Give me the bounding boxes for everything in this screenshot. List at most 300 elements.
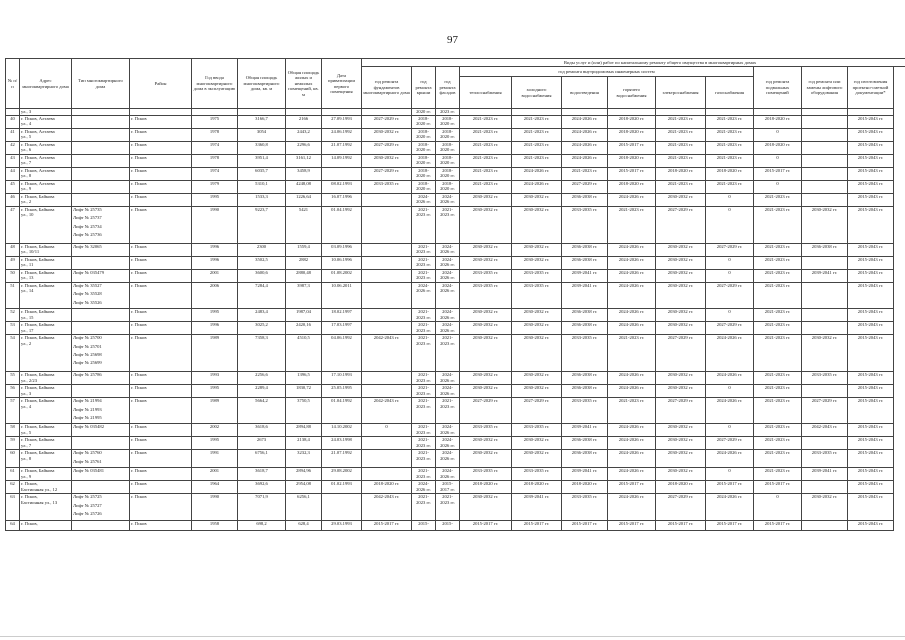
- cell-facade: [436, 450, 460, 468]
- cell-roof-line: 2021-: [418, 270, 429, 275]
- cell-address-line: ул., 2: [21, 199, 32, 205]
- cell-year-built: 1996: [192, 244, 238, 257]
- cell-elevator: 2036-2038 гг.: [802, 244, 848, 257]
- cell-roof-line: 2023 гг.: [416, 473, 431, 479]
- cell-facade-line: 2023 гг.: [440, 212, 455, 218]
- cell-gas: 2024-2026 гг.: [706, 372, 754, 385]
- cell-facade: [436, 481, 460, 494]
- cell-privatization-date: 29.08.2002: [322, 468, 362, 481]
- table-row: [6, 207, 905, 244]
- cell-elevator: [802, 155, 848, 168]
- cell-roof-line: 2021-: [418, 309, 429, 315]
- cell-roof: [412, 309, 436, 322]
- cell-roof-line: 2023 гг.: [416, 212, 431, 218]
- cell-type-line: Лифт № 25736: [73, 232, 102, 238]
- cell-facade-line: 2021-: [442, 207, 453, 212]
- cell-electric: 2030-2032 гг.: [656, 450, 706, 468]
- table-row: [6, 322, 905, 335]
- cell-district: г. Псков: [130, 398, 192, 424]
- cell-roof-line: 2023 гг.: [416, 429, 431, 435]
- cell-elevator: 2033-2035 гг.: [802, 372, 848, 385]
- cell-basement: 2021-2023 гг.: [754, 257, 802, 270]
- cell-basement: 2021-2023 гг.: [754, 437, 802, 450]
- cell-design-docs: 2015-2043 гг.: [848, 372, 894, 385]
- cell-gas: 2027-2029 гг.: [706, 437, 754, 450]
- cell-facade-line: 2018-: [442, 155, 453, 160]
- cell-facade: [436, 207, 460, 244]
- table-row: [6, 398, 905, 424]
- table-row: [6, 142, 905, 155]
- cell-address-line: г. Псков, Байкова: [21, 194, 55, 199]
- cell-total-area: 9223,7: [238, 207, 286, 244]
- cell-roof-line: 2023 гг.: [416, 340, 431, 346]
- cell-type: [72, 181, 130, 194]
- cell-address-line: ул., 14: [21, 288, 34, 294]
- continuation-address: ул., 3: [20, 109, 72, 116]
- cell-sewer: 2024-2026 гг.: [562, 129, 608, 142]
- cell-living-area: 1987,04: [286, 309, 322, 322]
- cell-electric: 2021-2023 гг.: [656, 142, 706, 155]
- cell-address-line: ул., 3: [21, 390, 32, 396]
- cell-facade-line: 2024-: [442, 437, 453, 443]
- cell-electric: 2030-2032 гг.: [656, 424, 706, 437]
- cell-address-line: ул., 5: [21, 134, 32, 140]
- cell-sewer: 2033-2035 гг.: [562, 494, 608, 520]
- cell-address: [20, 257, 72, 270]
- cell-address: [20, 270, 72, 283]
- cell-facade: [436, 437, 460, 450]
- cell-address: [20, 283, 72, 309]
- cell-roof-line: 2026 гг.: [416, 199, 431, 205]
- cell-total-area: 6035,7: [238, 168, 286, 181]
- cell-roof: [412, 244, 436, 257]
- cell-elevator: [802, 129, 848, 142]
- cell-living-area: 1559,4: [286, 244, 322, 257]
- cell-no: 46: [6, 194, 20, 207]
- cell-hot-water: 2015-2017 гг.: [608, 168, 656, 181]
- table-row: [6, 155, 905, 168]
- cell-sewer: 2021-2023 гг.: [562, 168, 608, 181]
- cell-design-docs: 2015-2043 гг.: [848, 520, 894, 530]
- cell-privatization-date: 10.06.2011: [322, 283, 362, 309]
- cell-roof-line: 2021-: [418, 244, 429, 249]
- cell-elevator: [802, 194, 848, 207]
- cell-address-line: г. Псков, Байкова: [21, 385, 55, 391]
- cell-cold-water: 2030-2032 гг.: [512, 322, 562, 335]
- cell-address: [20, 481, 72, 494]
- cell-living-area: 6256,1: [286, 494, 322, 520]
- cell-year-built: 2002: [192, 424, 238, 437]
- cell-roof-line: 2021-: [418, 424, 429, 430]
- cell-roof: [412, 335, 436, 372]
- cell-elevator: 2030-2032 гг.: [802, 207, 848, 244]
- header-no: № п/п: [6, 59, 20, 109]
- cell-facade-line: 2020 гг.: [440, 147, 455, 153]
- cell-facade-line: 2015-: [442, 520, 453, 526]
- cell-foundation: [362, 450, 412, 468]
- cell-address-line: ул., 8: [21, 455, 32, 461]
- cell-sewer: 2018-2020 гг.: [562, 481, 608, 494]
- cell-address-line: г. Псков, Байкова: [21, 207, 55, 212]
- cell-foundation: 2030-2032 гг.: [362, 155, 412, 168]
- cell-living-area: 4248,08: [286, 181, 322, 194]
- cell-privatization-date: 24.06.1992: [322, 129, 362, 142]
- cell-basement: 2021-2023 гг.: [754, 244, 802, 257]
- table-row: [6, 437, 905, 450]
- cell-design-docs: 2015-2043 гг.: [848, 142, 894, 155]
- cell-sewer: 2036-2038 гг.: [562, 385, 608, 398]
- cell-facade: [436, 181, 460, 194]
- cell-basement: 2021-2023 гг.: [754, 270, 802, 283]
- cell-foundation: 2030-2032 гг.: [362, 129, 412, 142]
- cell-elevator: [802, 142, 848, 155]
- cell-privatization-date: 01.04.1992: [322, 207, 362, 244]
- cell-design-docs: 2015-2043 гг.: [848, 155, 894, 168]
- cell-living-area: 2882: [286, 257, 322, 270]
- cell-roof: [412, 257, 436, 270]
- cell-address-line: ул., 2: [21, 340, 32, 346]
- cell-basement: 0: [754, 181, 802, 194]
- cell-year-built: 1978: [192, 155, 238, 168]
- cell-address-line: ул., 8: [21, 173, 32, 179]
- cell-total-area: 3166,7: [238, 116, 286, 129]
- cell-heating: 2021-2023 гг.: [460, 142, 512, 155]
- cell-type-line: Лифт № 25727: [73, 502, 102, 508]
- cell-living-area: 1830,72: [286, 385, 322, 398]
- cell-type: [72, 424, 130, 437]
- cell-facade-line: 2026 гг.: [440, 473, 455, 479]
- cell-district: г. Псков: [130, 322, 192, 335]
- cell-district: г. Псков: [130, 168, 192, 181]
- cell-no: 58: [6, 424, 20, 437]
- cell-address-line: ул., 7: [21, 160, 32, 166]
- cell-address-line: г. Псков, Байкова: [21, 283, 55, 288]
- cell-cold-water: 2024-2026 гг.: [512, 181, 562, 194]
- cell-address-line: г. Псков, Байкова: [21, 270, 55, 275]
- cell-facade: [436, 116, 460, 129]
- cell-design-docs: 2015-2043 гг.: [848, 494, 894, 520]
- cell-electric: 2030-2032 гг.: [656, 244, 706, 257]
- cell-address-line: г. Псков, Байкова: [21, 437, 55, 443]
- cell-heating: 2033-2035 гг.: [460, 270, 512, 283]
- cell-type-line: Лифт № 35526: [73, 299, 102, 305]
- cell-no: 55: [6, 372, 20, 385]
- cell-address-line: г. Псков, Алтаева: [21, 129, 55, 134]
- cell-facade-line: 2024-: [442, 424, 453, 430]
- cell-type: [72, 116, 130, 129]
- cell-address-line: ул., 11: [21, 262, 34, 268]
- cell-year-built: 1996: [192, 257, 238, 270]
- cell-district: г. Псков: [130, 270, 192, 283]
- cell-gas: 2021-2023 гг.: [706, 116, 754, 129]
- cell-roof-line: 2021-: [418, 257, 429, 262]
- cell-sewer: 2039-2041 гг.: [562, 270, 608, 283]
- cell-gas: 0: [706, 468, 754, 481]
- cell-roof-line: 2021-: [418, 322, 429, 328]
- cell-roof-line: 2023 гг.: [416, 403, 431, 409]
- cell-living-area: 628,4: [286, 520, 322, 530]
- cell-sewer: 2036-2038 гг.: [562, 450, 608, 468]
- cell-total-area: 2289,4: [238, 385, 286, 398]
- cell-basement: 0: [754, 155, 802, 168]
- cell-address-line: Бастионная ул., 13: [21, 499, 58, 505]
- cell-elevator: 2039-2041 гг.: [802, 468, 848, 481]
- cell-cold-water: 2033-2035 гг.: [512, 424, 562, 437]
- cell-sewer: 2039-2041 гг.: [562, 283, 608, 309]
- cell-foundation: [362, 283, 412, 309]
- cell-privatization-date: 04.06.1992: [322, 335, 362, 372]
- cell-address: [20, 385, 72, 398]
- cell-total-area: 3054: [238, 129, 286, 142]
- cell-sewer: 2039-2041 гг.: [562, 424, 608, 437]
- cell-address: [20, 116, 72, 129]
- cell-gas: 2024-2026 гг.: [706, 335, 754, 372]
- cell-foundation: 2042-2043 гг.: [362, 335, 412, 372]
- header-gas: газоснабжения: [706, 77, 754, 109]
- cell-electric: 2021-2023 гг.: [656, 181, 706, 194]
- cell-address-line: г. Псков,: [21, 494, 38, 500]
- header-facade: год ремонта фасадов: [436, 67, 460, 109]
- cell-heating: 2033-2035 гг.: [460, 283, 512, 309]
- cell-electric: 2021-2023 гг.: [656, 129, 706, 142]
- cell-heating: 2021-2023 гг.: [460, 168, 512, 181]
- cell-heating: 2030-2032 гг.: [460, 437, 512, 450]
- table-row: [6, 257, 905, 270]
- cell-heating: 2030-2032 гг.: [460, 372, 512, 385]
- cell-address: [20, 335, 72, 372]
- cell-electric: 2030-2032 гг.: [656, 270, 706, 283]
- cell-sewer: 2036-2038 гг.: [562, 322, 608, 335]
- cell-district: г. Псков: [130, 468, 192, 481]
- cell-hot-water: 2021-2023 гг.: [608, 335, 656, 372]
- cell-foundation: 2042-2043 гг.: [362, 494, 412, 520]
- cell-facade-line: 2018-: [442, 116, 453, 121]
- cell-gas: 2027-2029 гг.: [706, 322, 754, 335]
- cell-roof-line: 2026 гг.: [416, 288, 431, 294]
- cell-district: г. Псков: [130, 129, 192, 142]
- table-row: [6, 283, 905, 309]
- cell-basement: 2021-2023 гг.: [754, 207, 802, 244]
- cell-address: [20, 129, 72, 142]
- cell-facade-line: 2021-: [442, 335, 453, 341]
- header-total-area: Общая площадь многоквартирного дома, кв. м: [238, 59, 286, 109]
- cell-heating: 2018-2020 гг.: [460, 481, 512, 494]
- table-row: [6, 424, 905, 437]
- cell-basement: 2015-2017 гг.: [754, 481, 802, 494]
- cell-address-line: ул., 15: [21, 314, 34, 320]
- cell-roof: [412, 437, 436, 450]
- continuation-roof: 2020 гг.: [412, 109, 436, 116]
- cell-roof-line: 2018-: [418, 168, 429, 173]
- cell-foundation: 2033-2035 гг.: [362, 181, 412, 194]
- cell-no: 53: [6, 322, 20, 335]
- header-heating: теплоснабжения: [460, 77, 512, 109]
- cell-heating: 2033-2035 гг.: [460, 424, 512, 437]
- cell-address-line: ул., 9: [21, 186, 32, 192]
- cell-year-built: 1993: [192, 372, 238, 385]
- cell-roof-line: 2020 гг.: [416, 134, 431, 140]
- cell-heating: 2021-2023 гг.: [460, 181, 512, 194]
- cell-sewer: 2033-2035 гг.: [562, 398, 608, 424]
- cell-roof-line: 2023 гг.: [416, 275, 431, 281]
- cell-address: [20, 450, 72, 468]
- cell-cold-water: 2030-2032 гг.: [512, 194, 562, 207]
- cell-address-line: г. Псков, Байкова: [21, 322, 55, 328]
- cell-cold-water: 2030-2032 гг.: [512, 335, 562, 372]
- cell-type: [72, 194, 130, 207]
- page-edge-line: [0, 636, 905, 637]
- cell-type-line: Лифт № 035479: [73, 270, 105, 275]
- cell-facade-line: 2026 гг.: [440, 442, 455, 448]
- cell-facade-line: 2026 гг.: [440, 288, 455, 294]
- cell-sewer: 2015-2017 гг.: [562, 520, 608, 530]
- table-row: [6, 309, 905, 322]
- cell-district: г. Псков: [130, 283, 192, 309]
- cell-roof-line: 2023 гг.: [416, 314, 431, 320]
- cell-cold-water: 2039-2041 гг.: [512, 494, 562, 520]
- cell-type: [72, 520, 130, 530]
- cell-no: 44: [6, 168, 20, 181]
- cell-heating: 2021-2023 гг.: [460, 116, 512, 129]
- cell-sewer: 2033-2035 гг.: [562, 335, 608, 372]
- cell-basement: 2021-2023 гг.: [754, 309, 802, 322]
- cell-facade-line: 2024-: [442, 270, 453, 275]
- cell-year-built: 1974: [192, 168, 238, 181]
- cell-elevator: [802, 385, 848, 398]
- cell-type-line: Лифт № 25700: [73, 335, 102, 341]
- cell-no: 45: [6, 181, 20, 194]
- cell-total-area: 7358,3: [238, 335, 286, 372]
- header-systems-group: год ремонта внутридомовых инженерных систем: [460, 67, 754, 77]
- cell-foundation: [362, 257, 412, 270]
- cell-electric: 2030-2032 гг.: [656, 283, 706, 309]
- cell-type: [72, 468, 130, 481]
- cell-gas: 2024-2026 гг.: [706, 450, 754, 468]
- cell-district: г. Псков: [130, 244, 192, 257]
- cell-sewer: 2039-2041 гг.: [562, 468, 608, 481]
- cell-elevator: [802, 437, 848, 450]
- cell-basement: 2021-2023 гг.: [754, 468, 802, 481]
- header-hot-water: горячего водоснабжения: [608, 77, 656, 109]
- cell-roof-line: 2024-: [418, 481, 429, 487]
- cell-hot-water: 2018-2020 гг.: [608, 181, 656, 194]
- cell-address-line: Бастионная ул., 12: [21, 486, 58, 492]
- cell-privatization-date: 01.04.1992: [322, 398, 362, 424]
- cell-basement: 2015-2017 гг.: [754, 168, 802, 181]
- cell-address-line: ул., 10: [21, 212, 34, 218]
- cell-facade: [436, 142, 460, 155]
- cell-district: г. Псков: [130, 309, 192, 322]
- cell-gas: 2018-2020 гг.: [706, 168, 754, 181]
- cell-elevator: [802, 481, 848, 494]
- cell-facade: [436, 424, 460, 437]
- cell-sewer: 2033-2035 гг.: [562, 207, 608, 244]
- cell-gas: 2024-2026 гг.: [706, 494, 754, 520]
- cell-privatization-date: 17.10.1993: [322, 372, 362, 385]
- cell-type-line: Лифт № 32065: [73, 244, 102, 249]
- cell-no: 41: [6, 129, 20, 142]
- cell-type-line: Лифт № 35528: [73, 291, 102, 297]
- cell-roof-line: 2018-: [418, 181, 429, 186]
- cell-hot-water: 2024-2026 гг.: [608, 372, 656, 385]
- cell-facade-line: 2024-: [442, 385, 453, 391]
- cell-address-line: г. Псков, Байкова: [21, 398, 55, 404]
- cell-electric: 2021-2023 гг.: [656, 155, 706, 168]
- table-row: [6, 520, 905, 530]
- cell-type: [72, 155, 130, 168]
- cell-address: [20, 181, 72, 194]
- cell-total-area: 3025,2: [238, 322, 286, 335]
- cell-cold-water: 2021-2023 гг.: [512, 129, 562, 142]
- table-row: [6, 168, 905, 181]
- cell-hot-water: 2024-2026 гг.: [608, 257, 656, 270]
- cell-hot-water: 2024-2026 гг.: [608, 270, 656, 283]
- cell-year-built: 2006: [192, 283, 238, 309]
- cell-type: [72, 309, 130, 322]
- cell-elevator: [802, 181, 848, 194]
- cell-facade-line: 2026 гг.: [440, 199, 455, 205]
- cell-type: [72, 129, 130, 142]
- cell-basement: 0: [754, 129, 802, 142]
- cell-facade-line: 2026 гг.: [440, 262, 455, 268]
- cell-sewer: 2036-2038 гг.: [562, 309, 608, 322]
- cell-elevator: [802, 257, 848, 270]
- cell-address-line: ул., 13: [21, 275, 34, 281]
- cell-type-line: Лифт № 21994: [73, 398, 102, 404]
- cell-no: 62: [6, 481, 20, 494]
- cell-foundation: [362, 385, 412, 398]
- cell-basement: 2021-2023 гг.: [754, 372, 802, 385]
- cell-address-line: ул., 5: [21, 429, 32, 435]
- cell-electric: 2030-2032 гг.: [656, 372, 706, 385]
- cell-address-line: г. Псков, Байкова: [21, 424, 55, 430]
- cell-district: г. Псков: [130, 257, 192, 270]
- cell-type: [72, 494, 130, 520]
- cell-address-line: г. Псков, Байкова: [21, 372, 55, 378]
- cell-roof: [412, 181, 436, 194]
- cell-address-line: ул., 6: [21, 147, 32, 153]
- cell-facade-line: 2024-: [442, 283, 453, 288]
- cell-address: [20, 322, 72, 335]
- cell-facade: [436, 283, 460, 309]
- cell-hot-water: 2024-2026 гг.: [608, 468, 656, 481]
- cell-roof-line: 2023 гг.: [416, 262, 431, 268]
- cell-electric: 2027-2029 гг.: [656, 398, 706, 424]
- cell-roof-line: 2023 гг.: [416, 390, 431, 396]
- cell-no: 60: [6, 450, 20, 468]
- cell-foundation: [362, 244, 412, 257]
- cell-sewer: 2036-2038 гг.: [562, 372, 608, 385]
- cell-total-area: 3502,5: [238, 257, 286, 270]
- cell-foundation: [362, 309, 412, 322]
- cell-electric: 2030-2032 гг.: [656, 385, 706, 398]
- cell-address: [20, 520, 72, 530]
- cell-roof: [412, 372, 436, 385]
- capital-repair-table: [5, 58, 905, 531]
- cell-hot-water: 2024-2026 гг.: [608, 437, 656, 450]
- cell-living-area: 1396,5: [286, 372, 322, 385]
- cell-no: 61: [6, 468, 20, 481]
- cell-roof-line: 2026 гг.: [416, 486, 431, 492]
- cell-address-line: ул., 9: [21, 473, 32, 479]
- cell-year-built: 1979: [192, 181, 238, 194]
- cell-living-area: 3458,9: [286, 168, 322, 181]
- cell-elevator: [802, 322, 848, 335]
- cell-year-built: 1990: [192, 207, 238, 244]
- cell-living-area: 4510,5: [286, 335, 322, 372]
- cell-foundation: 2027-2029 гг.: [362, 168, 412, 181]
- cell-type-line: Лифт № 035482: [73, 424, 105, 430]
